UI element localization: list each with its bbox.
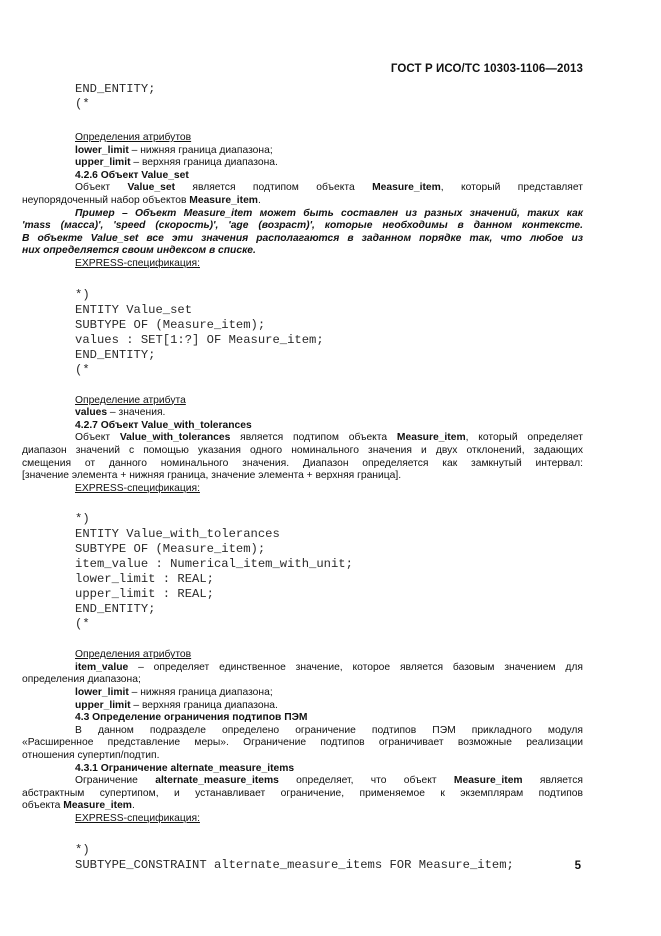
attribute-name: upper_limit (75, 157, 131, 169)
code-block (75, 512, 583, 632)
code-line: SUBTYPE OF (Measure_item); (75, 317, 266, 332)
paragraph-line: Объект Value_with_tolerances является подтипом объекта Measure_item, который определяет (75, 432, 583, 444)
code-line: SUBTYPE_CONSTRAINT alternate_measure_items FOR Measure_item; (75, 857, 514, 872)
paragraph-line: Объект Value_set является подтипом объекта Measure_item, который представляет (75, 182, 583, 194)
paragraph-line: В данном подразделе определено ограничение подтипов ПЭМ прикладного модуля (75, 724, 583, 736)
attribute-definition: values – значения. (75, 407, 166, 419)
example-line: 'mass (масса)', 'speed (скорость)', 'age (возраст)', которые необходимы в данном контексте. (22, 220, 583, 232)
code-line: *) (75, 512, 90, 527)
attribute-text: – нижняя граница диапазона; (128, 144, 273, 156)
example-line: Пример – Объект Measure_item может быть составлен из разных значений, таких как (75, 207, 583, 219)
attributes-heading: Определения атрибутов (75, 649, 192, 661)
paragraph-line: неупорядоченный набор объектов Measure_item. (22, 194, 261, 206)
code-line: (* (75, 97, 90, 111)
code-line: *) (75, 842, 90, 857)
attributes-heading: Определения атрибутов (75, 132, 192, 143)
paragraph-line: [значение элемента + нижняя граница, значение элемента + верхняя граница]. (22, 470, 402, 482)
attributes-heading: Определение атрибута (75, 394, 186, 406)
code-line: ENTITY Value_with_tolerances (75, 527, 280, 542)
paragraph-line: объекта Measure_item. (22, 800, 135, 812)
attribute-name: lower_limit (75, 144, 129, 156)
example-line: них определяется своим индексом в списке. (22, 245, 256, 257)
section-title: 4.3 Определение ограничения подтипов ПЭМ (75, 712, 308, 724)
code-line: END_ENTITY; (75, 602, 156, 617)
express-label: EXPRESS-спецификация: (75, 813, 200, 824)
code-line: upper_limit : REAL; (75, 587, 214, 602)
page-number: 5 (574, 860, 581, 872)
code-block (75, 843, 583, 873)
code-line: END_ENTITY; (75, 82, 156, 96)
attribute-definition: upper_limit – верхняя граница диапазона. (75, 699, 278, 711)
page-content (22, 82, 583, 873)
code-line: SUBTYPE OF (Measure_item); (75, 542, 266, 557)
paragraph-line: отношения супертип/подтип. (22, 750, 160, 762)
attribute-definition: item_value – определяет единственное значение, которое является базовым значением для (75, 661, 583, 673)
attribute-definition (75, 145, 583, 158)
code-line: values : SET[1:?] OF Measure_item; (75, 332, 324, 347)
code-line: (* (75, 617, 90, 632)
code-block (75, 288, 583, 378)
example-line: В объекте Value_set все эти значения располагаются в заданном порядке так, что любое из (22, 232, 583, 244)
paragraph-line: «Расширенное представление меры». Ограничение подтипов ограничивает возможные реализации (22, 737, 583, 749)
paragraph-line: определения диапазона; (22, 674, 141, 686)
attribute-definition: lower_limit – нижняя граница диапазона; (75, 687, 273, 699)
section-title: 4.3.1 Ограничение alternate_measure_items (75, 762, 295, 774)
attribute-text: – верхняя граница диапазона. (130, 157, 278, 169)
paragraph-line: смещения от данного номинального значения. Диапазон определяется как замкнутый интервал: (22, 457, 583, 469)
paragraph-line: Ограничение alternate_measure_items определяет, что объект Measure_item является (75, 775, 583, 787)
document-header: ГОСТ Р ИСО/ТС 10303-1106—2013 (390, 63, 583, 75)
section-title: 4.2.7 Объект Value_with_tolerances (75, 419, 252, 431)
express-label: EXPRESS-спецификация: (75, 482, 200, 494)
attribute-definition (75, 157, 583, 170)
express-label: EXPRESS-спецификация: (75, 257, 200, 269)
paragraph-line: диапазон значений с помощью указания одного номинального значения и двух отклонений, задающих (22, 444, 583, 456)
code-line: item_value : Numerical_item_with_unit; (75, 557, 353, 572)
code-line: lower_limit : REAL; (75, 572, 214, 587)
section-title: 4.2.6 Объект Value_set (75, 169, 189, 181)
code-line: (* (75, 362, 90, 377)
code-line: END_ENTITY; (75, 347, 156, 362)
code-line: *) (75, 287, 90, 302)
paragraph-line: абстрактным супертипом, и устанавливает ограничение, применяемое к экземплярам подтипов (22, 787, 583, 799)
code-line: ENTITY Value_set (75, 302, 193, 317)
